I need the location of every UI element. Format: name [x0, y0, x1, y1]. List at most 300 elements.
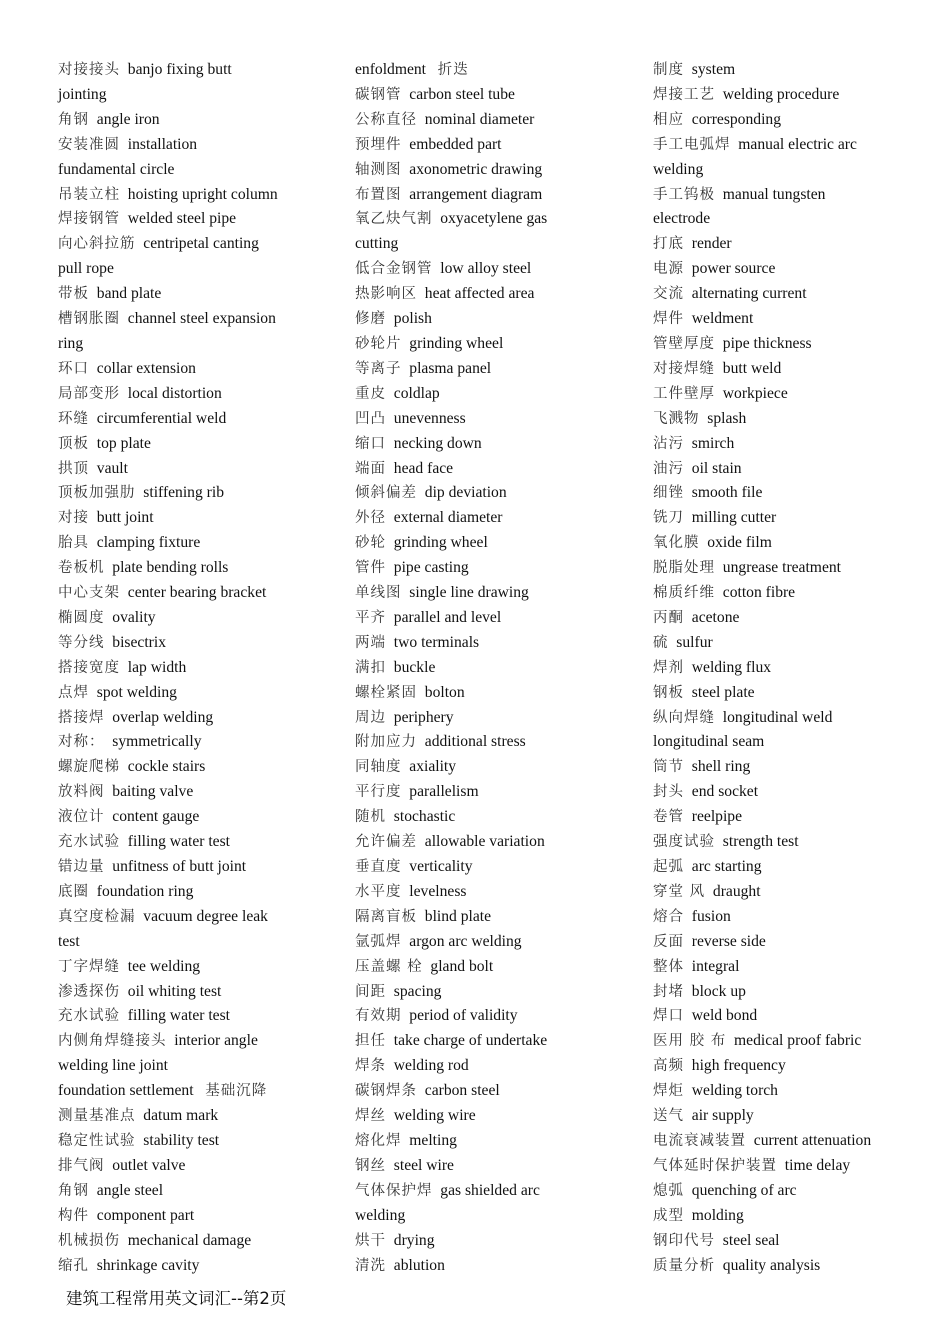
- glossary-line: [653, 1229, 943, 1254]
- chinese-term: 焊条: [355, 1058, 386, 1075]
- english-term: content gauge: [112, 808, 200, 826]
- english-term: workpiece: [722, 384, 788, 402]
- chinese-term: 周边: [355, 709, 386, 726]
- chinese-term: 缩口: [355, 435, 386, 452]
- english-term: argon arc welding: [409, 932, 522, 950]
- glossary-line: [58, 1179, 340, 1204]
- chinese-term: 平齐: [355, 609, 386, 626]
- chinese-term: 焊炬: [653, 1083, 684, 1100]
- chinese-term: 封头: [653, 784, 684, 801]
- glossary-line: [355, 58, 637, 83]
- chinese-term: 热影响区: [355, 286, 417, 303]
- english-term: spacing: [393, 982, 442, 1000]
- glossary-line: [653, 1054, 943, 1079]
- glossary-line: [58, 606, 340, 631]
- chinese-term: 随机: [355, 809, 386, 826]
- english-term: melting: [409, 1131, 457, 1149]
- glossary-line: [653, 531, 943, 556]
- english-term: angle iron: [96, 110, 160, 128]
- chinese-term: 医用 胶 布: [653, 1033, 727, 1050]
- glossary-line: [355, 1204, 637, 1229]
- glossary-line: [653, 730, 943, 755]
- glossary-line: [58, 855, 340, 880]
- glossary-line: [653, 1129, 943, 1154]
- glossary-line: [58, 1104, 340, 1129]
- chinese-term: 氧乙炔气割: [355, 211, 433, 228]
- english-term: jointing: [58, 85, 107, 103]
- english-term: pipe casting: [393, 559, 469, 577]
- chinese-term: 交流: [653, 286, 684, 303]
- english-term: unevenness: [393, 409, 466, 427]
- english-term: pull rope: [58, 260, 114, 278]
- english-term: polish: [393, 310, 432, 328]
- english-term: longitudinal seam: [653, 733, 765, 751]
- glossary-line: [355, 357, 637, 382]
- english-term: time delay: [784, 1156, 851, 1174]
- chinese-term: 手工电弧焊: [653, 136, 731, 153]
- english-term: milling cutter: [691, 509, 777, 527]
- glossary-line: [58, 1129, 340, 1154]
- chinese-term: 充水试验: [58, 1008, 120, 1025]
- glossary-line: [355, 83, 637, 108]
- glossary-line: [653, 905, 943, 930]
- glossary-line: [355, 382, 637, 407]
- english-term: oxyacetylene gas: [440, 210, 548, 228]
- chinese-term: 机械损伤: [58, 1232, 120, 1249]
- english-term: grinding wheel: [409, 334, 504, 352]
- chinese-term: 碳钢焊条: [355, 1083, 417, 1100]
- chinese-term: 槽钢胀圈: [58, 311, 120, 328]
- chinese-term: 两端: [355, 634, 386, 651]
- glossary-line: [58, 556, 340, 581]
- glossary-line: [355, 307, 637, 332]
- chinese-term: 有效期: [355, 1008, 402, 1025]
- glossary-line: [58, 232, 340, 257]
- english-term: oil whiting test: [127, 982, 222, 1000]
- glossary-line: [653, 780, 943, 805]
- chinese-term: 隔离盲板: [355, 908, 417, 925]
- chinese-term: 搭接焊: [58, 709, 105, 726]
- chinese-term: 搭接宽度: [58, 659, 120, 676]
- glossary-line: [58, 780, 340, 805]
- page-footer: 建筑工程常用英文词汇--第2页: [66, 1289, 287, 1308]
- chinese-term: 手工钨极: [653, 186, 715, 203]
- glossary-line: [653, 133, 943, 158]
- english-term: two terminals: [393, 633, 480, 651]
- glossary-line: [653, 207, 943, 232]
- english-term: integral: [691, 957, 740, 975]
- glossary-line: [653, 108, 943, 133]
- english-term: low alloy steel: [440, 260, 532, 278]
- chinese-term: 起弧: [653, 859, 684, 875]
- glossary-line: [58, 257, 340, 282]
- english-term: acetone: [691, 608, 740, 626]
- glossary-line: [355, 432, 637, 457]
- english-term: strength test: [722, 833, 799, 851]
- glossary-line: [653, 1179, 943, 1204]
- english-term: welding: [355, 1206, 406, 1224]
- glossary-line: [653, 183, 943, 208]
- glossary-line: [355, 606, 637, 631]
- glossary-line: [355, 980, 637, 1005]
- glossary-line: [355, 232, 637, 257]
- chinese-term: 钢丝: [355, 1157, 386, 1174]
- chinese-term: 硫: [653, 634, 669, 651]
- glossary-line: [653, 706, 943, 731]
- glossary-line: [355, 506, 637, 531]
- glossary-line: [58, 83, 340, 108]
- english-term: block up: [691, 982, 746, 1000]
- chinese-term: 压盖螺 栓: [355, 958, 423, 975]
- chinese-term: 管件: [355, 560, 386, 577]
- english-term: end socket: [691, 783, 759, 801]
- chinese-term: 焊接钢管: [58, 211, 120, 228]
- glossary-column-1: [58, 58, 340, 1278]
- chinese-term: 反面: [653, 933, 684, 950]
- glossary-line: [58, 432, 340, 457]
- english-term: current attenuation: [753, 1131, 872, 1149]
- glossary-line: [653, 755, 943, 780]
- glossary-line: [355, 1129, 637, 1154]
- glossary-line: [355, 1179, 637, 1204]
- english-term: welded steel pipe: [127, 210, 237, 228]
- chinese-term: 制度: [653, 62, 684, 78]
- chinese-term: 筒节: [653, 759, 684, 776]
- glossary-line: [355, 581, 637, 606]
- glossary-line: [653, 955, 943, 980]
- chinese-term: 气体保护焊: [355, 1182, 433, 1199]
- chinese-term: 水平度: [355, 883, 402, 900]
- english-term: welding wire: [393, 1107, 476, 1125]
- english-term: datum mark: [143, 1107, 219, 1125]
- chinese-term: 清洗: [355, 1257, 386, 1274]
- english-term: foundation ring: [96, 882, 194, 900]
- glossary-line: [355, 158, 637, 183]
- english-term: draught: [712, 882, 761, 900]
- english-term: spot welding: [96, 683, 177, 701]
- english-term: plate bending rolls: [112, 559, 229, 577]
- english-term: pipe thickness: [722, 334, 812, 352]
- glossary-line: [653, 506, 943, 531]
- chinese-term: 熔合: [653, 908, 684, 925]
- glossary-line: [653, 1154, 943, 1179]
- chinese-term: 对接接头: [58, 62, 120, 78]
- glossary-line: [58, 207, 340, 232]
- chinese-term: 送气: [653, 1108, 684, 1125]
- chinese-term: 错边量: [58, 859, 105, 875]
- chinese-term: 细锉: [653, 485, 684, 502]
- english-term: buckle: [393, 658, 436, 676]
- english-term: shrinkage cavity: [96, 1256, 200, 1274]
- english-term: splash: [707, 409, 747, 427]
- glossary-line: [355, 108, 637, 133]
- glossary-line: [355, 481, 637, 506]
- english-term: welding line joint: [58, 1057, 169, 1075]
- chinese-term: 油污: [653, 460, 684, 477]
- glossary-line: [58, 805, 340, 830]
- glossary-line: [355, 706, 637, 731]
- english-term: welding flux: [691, 658, 772, 676]
- english-term: centripetal canting: [143, 235, 259, 253]
- chinese-term: 凹凸: [355, 410, 386, 427]
- english-term: periphery: [393, 708, 454, 726]
- chinese-term: 角钢: [58, 111, 89, 128]
- chinese-term: 同轴度: [355, 759, 402, 776]
- glossary-line: [58, 1229, 340, 1254]
- chinese-term: 附加应力: [355, 734, 417, 751]
- glossary-line: [653, 681, 943, 706]
- english-term: additional stress: [424, 733, 526, 751]
- english-term: bolton: [424, 683, 465, 701]
- glossary-line: [58, 631, 340, 656]
- chinese-term: 强度试验: [653, 834, 715, 851]
- glossary-line: [355, 257, 637, 282]
- glossary-line: [355, 930, 637, 955]
- english-term: lap width: [127, 658, 187, 676]
- english-term: steel plate: [691, 683, 755, 701]
- chinese-term: 氧化膜: [653, 535, 700, 552]
- glossary-line: [58, 1254, 340, 1279]
- english-term: medical proof fabric: [734, 1032, 862, 1050]
- glossary-line: [355, 1229, 637, 1254]
- chinese-term: 卷管: [653, 809, 684, 826]
- glossary-line: [653, 257, 943, 282]
- chinese-term: 底圈: [58, 883, 89, 900]
- glossary-line: [653, 1104, 943, 1129]
- chinese-term: 封堵: [653, 983, 684, 1000]
- english-term: outlet valve: [112, 1156, 186, 1174]
- glossary-line: [355, 1104, 637, 1129]
- chinese-term: 对接: [58, 510, 89, 527]
- chinese-term: 中心支架: [58, 585, 120, 602]
- chinese-term: 砂轮: [355, 535, 386, 552]
- chinese-term: 质量分析: [653, 1257, 715, 1274]
- chinese-term: 点焊: [58, 684, 89, 701]
- glossary-line: [653, 880, 943, 905]
- english-term: carbon steel: [424, 1082, 500, 1100]
- glossary-line: [355, 656, 637, 681]
- chinese-term: 钢板: [653, 684, 684, 701]
- chinese-term: 吊装立柱: [58, 186, 120, 203]
- chinese-term: 顶板: [58, 435, 89, 452]
- chinese-term: 布置图: [355, 186, 402, 203]
- chinese-term: 顶板加强肋: [58, 485, 136, 502]
- english-term: alternating current: [691, 285, 807, 303]
- english-term: vacuum degree leak: [143, 907, 268, 925]
- glossary-line: [355, 780, 637, 805]
- chinese-term: 碳钢管: [355, 86, 402, 103]
- chinese-term: 焊接工艺: [653, 86, 715, 103]
- chinese-term: 满扣: [355, 659, 386, 676]
- chinese-term: 倾斜偏差: [355, 485, 417, 502]
- glossary-line: [653, 656, 943, 681]
- english-term: plasma panel: [409, 359, 492, 377]
- english-term: heat affected area: [424, 285, 535, 303]
- chinese-term: 公称直径: [355, 111, 417, 128]
- chinese-term: 稳定性试验: [58, 1132, 136, 1149]
- chinese-term: 等分线: [58, 634, 105, 651]
- glossary-line: [355, 207, 637, 232]
- english-term: nominal diameter: [424, 110, 535, 128]
- glossary-line: [58, 1079, 340, 1104]
- english-term: steel wire: [393, 1156, 454, 1174]
- chinese-term: 预埋件: [355, 136, 402, 153]
- glossary-line: [58, 730, 340, 755]
- chinese-term: 环口: [58, 360, 89, 377]
- chinese-term: 修磨: [355, 311, 386, 328]
- english-term: overlap welding: [112, 708, 214, 726]
- english-term: component part: [96, 1206, 195, 1224]
- english-term: dip deviation: [424, 484, 507, 502]
- chinese-term: 焊口: [653, 1008, 684, 1025]
- glossary-line: [653, 332, 943, 357]
- english-term: smooth file: [691, 484, 763, 502]
- english-term: arc starting: [691, 858, 762, 875]
- glossary-line: [58, 58, 340, 83]
- english-term: cockle stairs: [127, 758, 206, 776]
- chinese-term: 电源: [653, 261, 684, 278]
- chinese-term: 卷板机: [58, 560, 105, 577]
- glossary-line: [355, 1079, 637, 1104]
- english-term: reverse side: [691, 932, 766, 950]
- english-term: external diameter: [393, 509, 503, 527]
- glossary-line: [58, 158, 340, 183]
- glossary-line: [58, 581, 340, 606]
- english-term: butt weld: [722, 359, 782, 377]
- glossary-line: [355, 855, 637, 880]
- glossary-line: [58, 830, 340, 855]
- chinese-term: 工件壁厚: [653, 385, 715, 402]
- chinese-term: 焊丝: [355, 1108, 386, 1125]
- english-term: unfitness of butt joint: [112, 858, 247, 875]
- glossary-line: [58, 1004, 340, 1029]
- chinese-term: 端面: [355, 460, 386, 477]
- chinese-term: 焊剂: [653, 659, 684, 676]
- english-term: cutting: [355, 235, 399, 253]
- chinese-term: 高频: [653, 1058, 684, 1075]
- chinese-term: 液位计: [58, 809, 105, 826]
- chinese-term: 电流衰减装置: [653, 1132, 746, 1149]
- chinese-term: 单线图: [355, 585, 402, 602]
- english-term: blind plate: [424, 907, 492, 925]
- chinese-term: 铣刀: [653, 510, 684, 527]
- chinese-term: 螺栓紧固: [355, 684, 417, 701]
- english-term: gas shielded arc: [440, 1181, 540, 1199]
- english-term: test: [58, 932, 80, 950]
- english-term: hoisting upright column: [127, 185, 278, 203]
- english-term: foundation settlement: [58, 1082, 194, 1100]
- glossary-line: [653, 457, 943, 482]
- english-term: quenching of arc: [691, 1181, 797, 1199]
- chinese-term: 带板: [58, 286, 89, 303]
- glossary-line: [355, 556, 637, 581]
- english-term: filling water test: [127, 1007, 230, 1025]
- glossary-line: [653, 631, 943, 656]
- glossary-line: [58, 1204, 340, 1229]
- glossary-line: [355, 755, 637, 780]
- english-term: manual tungsten: [722, 185, 826, 203]
- english-term: welding procedure: [722, 85, 840, 103]
- glossary-line: [653, 1029, 943, 1054]
- english-term: grinding wheel: [393, 534, 488, 552]
- english-term: interior angle: [174, 1032, 258, 1050]
- chinese-term: 低合金钢管: [355, 261, 433, 278]
- glossary-line: [58, 183, 340, 208]
- english-term: render: [691, 235, 732, 253]
- glossary-line: [355, 1154, 637, 1179]
- english-term: tee welding: [127, 957, 201, 975]
- chinese-term: 穿堂 风: [653, 883, 706, 900]
- chinese-term: 向心斜拉筋: [58, 236, 136, 253]
- glossary-line: [355, 681, 637, 706]
- chinese-term: 渗透探伤: [58, 983, 120, 1000]
- english-term: smirch: [691, 434, 735, 452]
- glossary-line: [58, 656, 340, 681]
- english-term: symmetrically: [112, 733, 202, 751]
- chinese-term: 沾污: [653, 435, 684, 452]
- glossary-column-3: [653, 58, 943, 1278]
- glossary-line: [58, 506, 340, 531]
- english-term: verticality: [409, 858, 473, 875]
- glossary-line: [58, 282, 340, 307]
- english-term: local distortion: [127, 384, 222, 402]
- english-term: embedded part: [409, 135, 502, 153]
- chinese-term: 内侧角焊缝接头: [58, 1033, 167, 1050]
- english-term: stability test: [143, 1131, 220, 1149]
- chinese-term: 担任: [355, 1033, 386, 1050]
- english-term: filling water test: [127, 833, 230, 851]
- english-term: high frequency: [691, 1057, 786, 1075]
- glossary-line: [58, 880, 340, 905]
- english-term: cotton fibre: [722, 584, 796, 602]
- glossary-line: [653, 481, 943, 506]
- glossary-line: [355, 282, 637, 307]
- chinese-term: 环缝: [58, 410, 89, 427]
- glossary-line: [355, 133, 637, 158]
- english-term: power source: [691, 260, 776, 278]
- english-term: channel steel expansion: [127, 310, 276, 328]
- glossary-line: [653, 357, 943, 382]
- glossary-line: [355, 183, 637, 208]
- glossary-line: [653, 1004, 943, 1029]
- chinese-term: 间距: [355, 983, 386, 1000]
- english-term: carbon steel tube: [409, 85, 515, 103]
- chinese-term: 平行度: [355, 784, 402, 801]
- glossary-line: [653, 282, 943, 307]
- english-term: period of validity: [409, 1007, 518, 1025]
- glossary-line: [355, 830, 637, 855]
- english-term: corresponding: [691, 110, 782, 128]
- chinese-term: 基础沉降: [205, 1083, 268, 1100]
- glossary-line: [653, 407, 943, 432]
- chinese-term: 气体延时保护装置: [653, 1157, 777, 1174]
- glossary-line: [653, 980, 943, 1005]
- english-term: fundamental circle: [58, 160, 175, 178]
- english-term: head face: [393, 459, 454, 477]
- chinese-term: 缩孔: [58, 1257, 89, 1274]
- glossary-line: [355, 631, 637, 656]
- chinese-term: 棉质纤维: [653, 585, 715, 602]
- english-term: levelness: [409, 882, 467, 900]
- glossary-line: [58, 457, 340, 482]
- chinese-term: 螺旋爬梯: [58, 759, 120, 776]
- english-term: weld bond: [691, 1007, 758, 1025]
- glossary-line: [355, 1254, 637, 1279]
- glossary-line: [58, 706, 340, 731]
- glossary-line: [653, 158, 943, 183]
- glossary-line: [58, 1029, 340, 1054]
- chinese-term: 熄弧: [653, 1182, 684, 1199]
